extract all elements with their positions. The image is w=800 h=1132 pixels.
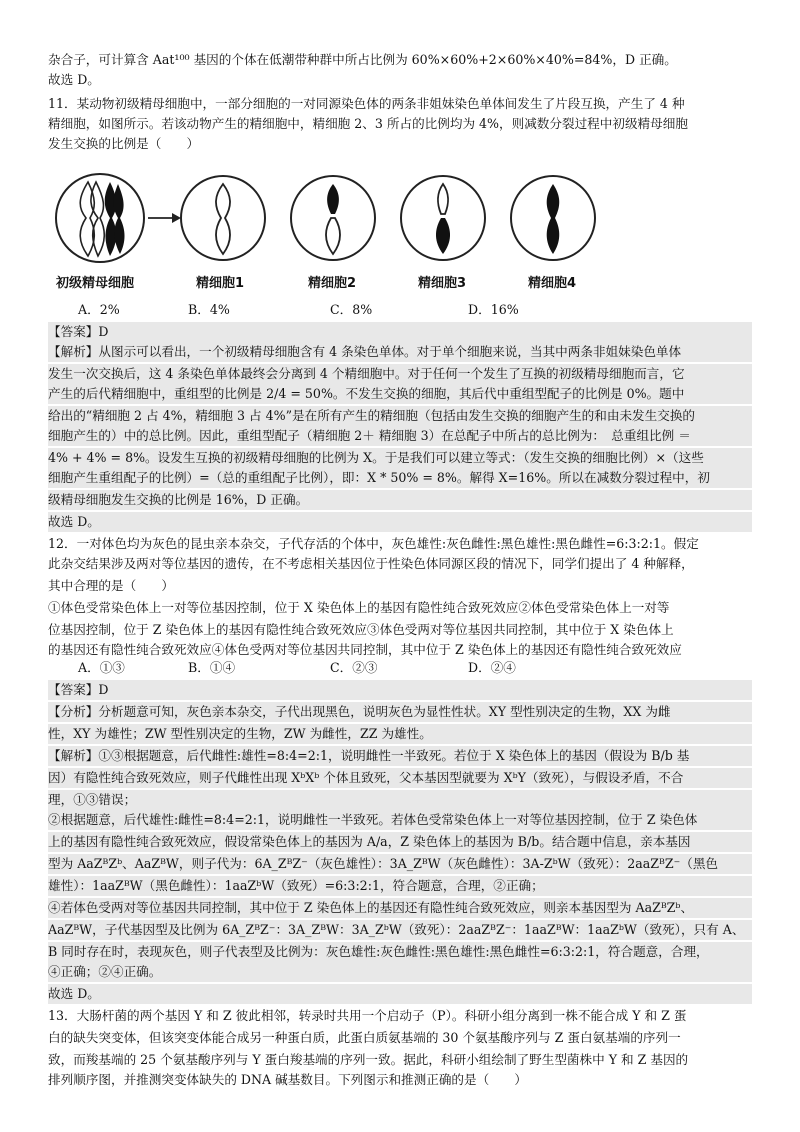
text-line: ④正确；②④正确。 — [48, 962, 752, 982]
text-line: 【答案】D — [48, 680, 752, 700]
text-line: 杂合子，可计算含 Aat¹⁰⁰ 基因的个体在低潮带种群中所占比例为 60%×60%+2×60%×40%=84%，D 正确。 — [48, 52, 677, 67]
text-line: 【解析】①③根据题意，后代雌性:雄性=8:4=2:1，说明雌性一半致死。若位于 X 染色体上的基因（假设为 B/b 基 — [48, 746, 752, 766]
caption-sperm-cell-1: 精细胞1 — [196, 276, 245, 291]
caption-sperm-cell-2: 精细胞2 — [308, 276, 357, 291]
text-line: 13．大肠杆菌的两个基因 Y 和 Z 彼此相邻，转录时共用一个启动子（P）。科研小组分离到一株不能合成 Y 和 Z 蛋 — [48, 1008, 687, 1023]
q12-option-b: B．①④ — [188, 660, 236, 675]
text-line: 其中合理的是（ ） — [48, 578, 174, 593]
text-line: 雄性）：1aaZᴮW（黑色雌性）：1aaZᵇW（致死）=6:3:2:1，符合题意，合理，②正确； — [48, 876, 752, 896]
text-line: 性，XY 为雄性；ZW 型性别决定的生物，ZW 为雌性，ZZ 为雄性。 — [48, 724, 752, 744]
text-line: 【答案】D — [48, 322, 752, 342]
sperm-cell-4 — [511, 176, 595, 260]
text-line: 发生一次交换后，这 4 条染色单体最终会分离到 4 个精细胞中。对于任何一个发生了互换的初级精母细胞而言，它 — [48, 364, 752, 384]
text-line: 细胞产生的）中的总比例。因此，重组型配子（精细胞 2＋ 精细胞 3）在总配子中所占的总比例为： 总重组比例 ＝ — [48, 426, 752, 446]
text-line: 细胞产生重组配子的比例）=（总的重组配子比例），即：X * 50% = 8%。解得 X=16%。所以在减数分裂过程中，初 — [48, 468, 752, 488]
text-line: 级精母细胞发生交换的比例是 16%，D 正确。 — [48, 490, 752, 510]
text-line: 型为 AaZᴮZᵇ、AaZᴮW，则子代为：6A_ZᴮZ⁻（灰色雄性）：3A_ZᴮW（灰色雌性）：3A-ZᵇW（致死）：2aaZᴮZ⁻（黑色 — [48, 854, 752, 874]
text-line: 的基因还有隐性纯合致死效应④体色受两对等位基因共同控制，其中位于 Z 染色体上的基因还有隐性纯合致死效应 — [48, 642, 682, 657]
sperm-cell-1 — [181, 176, 265, 260]
arrow-icon — [148, 213, 181, 223]
text-line: ④若体色受两对等位基因共同控制，其中位于 Z 染色体上的基因还有隐性纯合致死效应，则亲本基因型为 AaZᴮZᵇ、 — [48, 898, 752, 918]
caption-primary-spermatocyte: 初级精母细胞 — [56, 276, 135, 291]
text-line: 故选 D。 — [48, 512, 752, 532]
text-line: 4% + 4% = 8%。设发生互换的初级精母细胞的比例为 X。于是我们可以建立等式：（发生交换的细胞比例）×（这些 — [48, 448, 752, 468]
caption-sperm-cell-4: 精细胞4 — [528, 276, 577, 291]
text-line: 12．一对体色均为灰色的昆虫亲本杂交，子代存活的个体中，灰色雄性:灰色雌性:黑色雄性:黑色雌性=6:3:2:1。假定 — [48, 536, 699, 551]
sperm-cell-3 — [401, 176, 485, 260]
text-line: 白的缺失突变体，但该突变体能合成另一种蛋白质，此蛋白质氨基端的 30 个氨基酸序列与 Z 蛋白氨基端的序列一 — [48, 1030, 681, 1045]
q11-option-a: A．2% — [78, 302, 120, 317]
text-line: 【分析】分析题意可知，灰色亲本杂交，子代出现黑色，说明灰色为显性性状。XY 型性别决定的生物，XX 为雌 — [48, 702, 752, 722]
text-line: 故选 D。 — [48, 984, 752, 1004]
caption-sperm-cell-3: 精细胞3 — [418, 276, 467, 291]
text-line: 理，①③错误； — [48, 790, 752, 810]
text-line: 因）有隐性纯合致死效应，则子代雌性出现 XᵇXᵇ 个体且致死，父本基因型就要为 XᵇY（致死），与假设矛盾，不合 — [48, 768, 752, 788]
text-line: 此杂交结果涉及两对等位基因的遗传，在不考虑相关基因位于性染色体同源区段的情况下，同学们提出了 4 种解释， — [48, 556, 694, 571]
text-line: ②根据题意，后代雄性:雌性=8:4=2:1，说明雌性一半致死。若体色受常染色体上一对等位基因控制，位于 Z 染色体 — [48, 810, 752, 830]
text-line: AaZᴮW，子代基因型及比例为 6A_ZᴮZ⁻：3A_ZᴮW：3A_ZᵇW（致死）：2aaZᴮZ⁻：1aaZᴮW：1aaZᵇW（致死），只有 A、 — [48, 920, 752, 940]
text-line: B 同时存在时，表现灰色，则子代表型及比例为：灰色雄性:灰色雌性:黑色雄性:黑色雌性=6:3:2:1，符合题意，合理， — [48, 942, 752, 962]
q12-option-d: D．②④ — [468, 660, 516, 675]
text-line: 【解析】从图示可以看出，一个初级精母细胞含有 4 条染色单体。对于单个细胞来说，当其中两条非姐妹染色单体 — [48, 342, 752, 362]
text-line: 上的基因有隐性纯合致死效应，假设常染色体上的基因为 A/a，Z 染色体上的基因为 B/b。结合题中信息，亲本基因 — [48, 832, 752, 852]
text-line: 排列顺序图，并推测突变体缺失的 DNA 碱基数目。下列图示和推测正确的是（ ） — [48, 1072, 527, 1087]
q12-option-a: A．①③ — [78, 660, 125, 675]
text-line: 精细胞，如图所示。若该动物产生的精细胞中，精细胞 2、3 所占的比例均为 4%，则减数分裂过程中初级精母细胞 — [48, 116, 688, 131]
text-line: 给出的“精细胞 2 占 4%，精细胞 3 占 4%”是在所有产生的精细胞（包括由发生交换的细胞产生的和由未发生交换的 — [48, 406, 752, 426]
text-line: 11．某动物初级精母细胞中，一部分细胞的一对同源染色体的两条非姐妹染色单体间发生了片段互换，产生了 4 种 — [48, 96, 685, 111]
primary-spermatocyte-cell — [56, 174, 144, 262]
text-line: 故选 D。 — [48, 72, 100, 87]
sperm-cell-2 — [291, 176, 375, 260]
text-line: ①体色受常染色体上一对等位基因控制，位于 X 染色体上的基因有隐性纯合致死效应②体色受常染色体上一对等 — [48, 600, 670, 615]
q12-option-c: C．②③ — [330, 660, 378, 675]
text-line: 发生交换的比例是（ ） — [48, 136, 200, 151]
text-line: 致，而羧基端的 25 个氨基酸序列与 Y 蛋白羧基端的序列一致。据此，科研小组绘制了野生型菌株中 Y 和 Z 基因的 — [48, 1052, 689, 1067]
text-line: 产生的后代精细胞中，重组型的比例是 2/4 = 50%。不发生交换的细胞，其后代中重组型配子的比例是 0%。题中 — [48, 384, 752, 404]
q11-option-c: C．8% — [330, 302, 373, 317]
q11-option-b: B．4% — [188, 302, 230, 317]
q11-option-d: D．16% — [468, 302, 519, 317]
text-line: 位基因控制，位于 Z 染色体上的基因有隐性纯合致死效应③体色受两对等位基因共同控制，其中位于 X 染色体上 — [48, 622, 674, 637]
